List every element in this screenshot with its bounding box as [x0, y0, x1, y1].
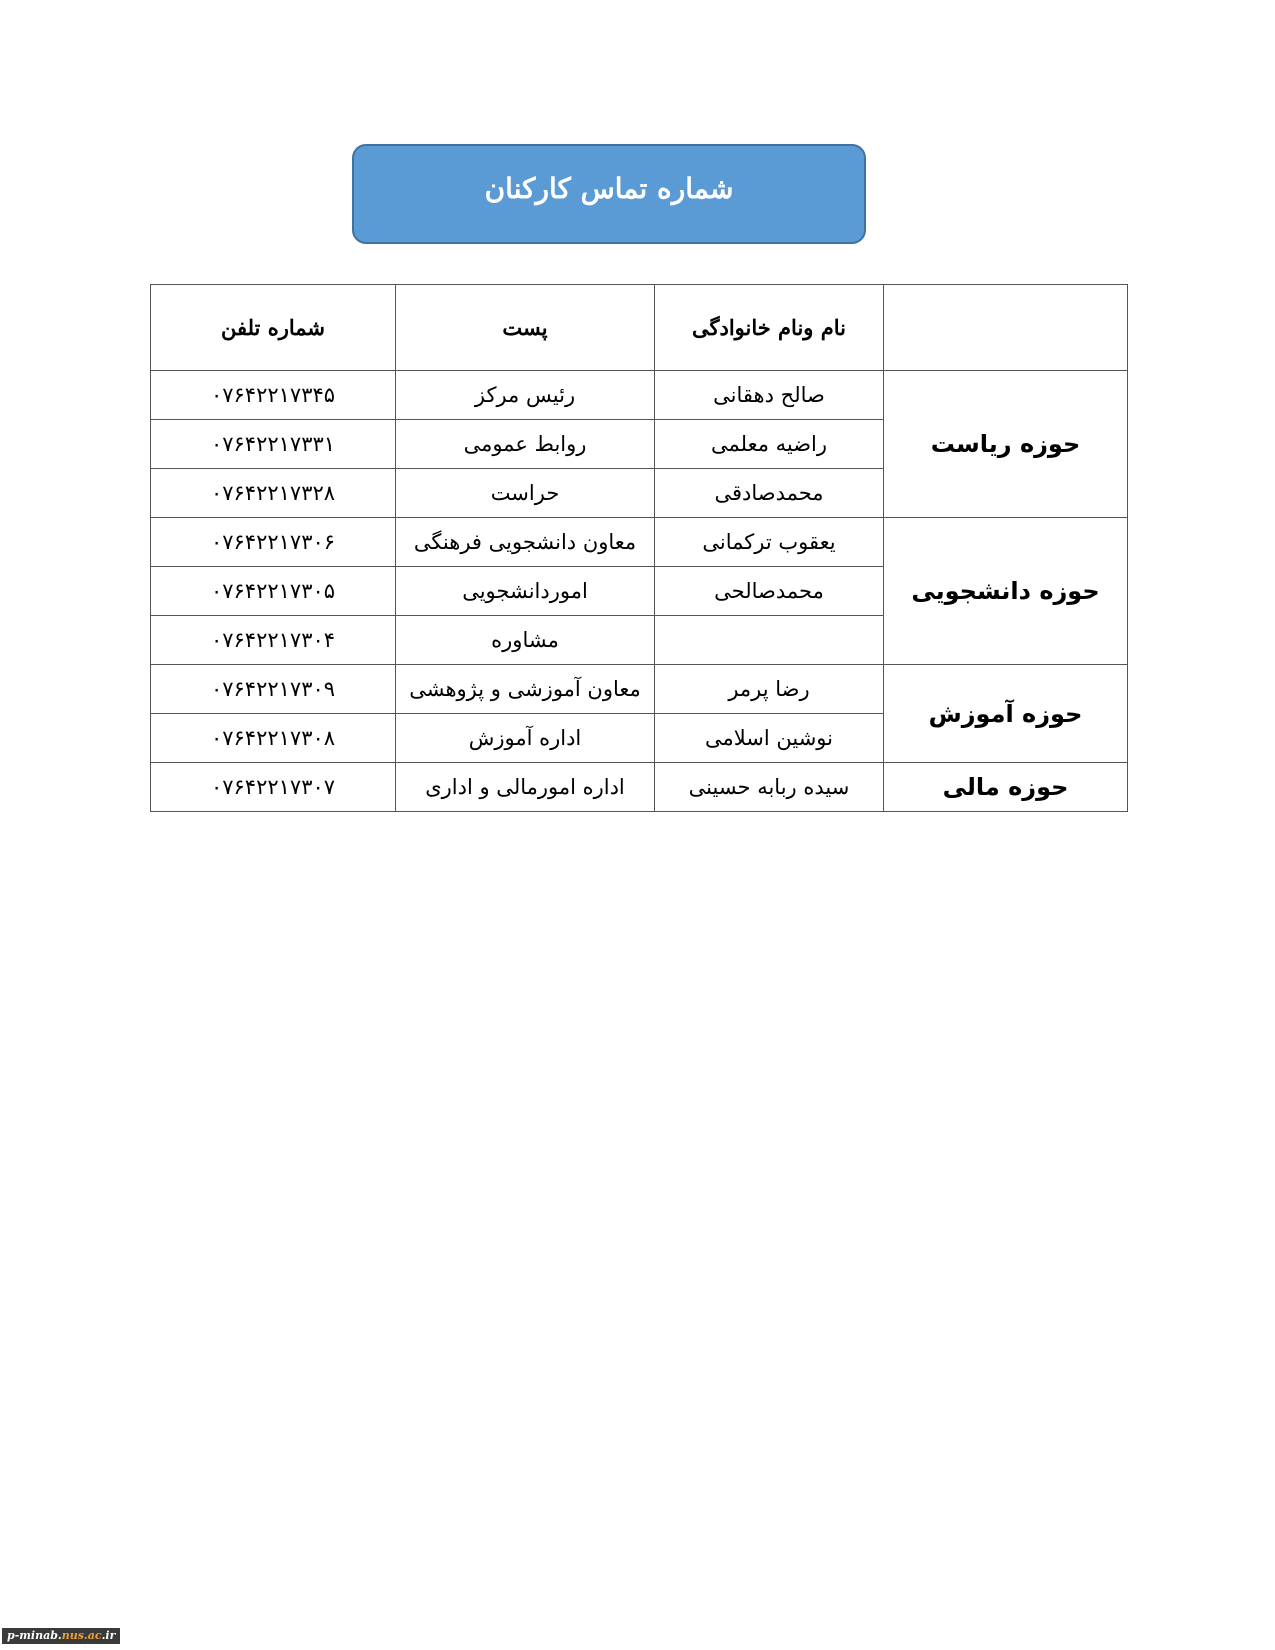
- phone-cell: ۰۷۶۴۲۲۱۷۳۲۸: [151, 469, 396, 518]
- phone-cell: ۰۷۶۴۲۲۱۷۳۳۱: [151, 420, 396, 469]
- name-cell: نوشین اسلامی: [655, 714, 884, 763]
- phone-cell: ۰۷۶۴۲۲۱۷۳۴۵: [151, 371, 396, 420]
- header-name: نام ونام خانوادگی: [655, 285, 884, 371]
- position-cell: مشاوره: [396, 616, 655, 665]
- table-row: [151, 665, 1128, 714]
- table-row: [151, 518, 1128, 567]
- position-cell: معاون آموزشی و پژوهشی: [396, 665, 655, 714]
- header-row: [151, 285, 1128, 371]
- phone-cell: ۰۷۶۴۲۲۱۷۳۰۹: [151, 665, 396, 714]
- name-cell: [655, 616, 884, 665]
- position-cell: حراست: [396, 469, 655, 518]
- section-cell: حوزه آموزش: [884, 665, 1128, 763]
- position-cell: معاون دانشجویی فرهنگی: [396, 518, 655, 567]
- watermark-part-left: p-minab.: [7, 1629, 62, 1642]
- watermark-part-middle: nus.ac: [61, 1629, 102, 1642]
- name-cell: راضیه معلمی: [655, 420, 884, 469]
- header-section: [884, 285, 1128, 371]
- contacts-table: [150, 284, 1128, 812]
- position-cell: رئیس مرکز: [396, 371, 655, 420]
- table-row: [151, 371, 1128, 420]
- position-cell: اموردانشجویی: [396, 567, 655, 616]
- phone-cell: ۰۷۶۴۲۲۱۷۳۰۵: [151, 567, 396, 616]
- name-cell: صالح دهقانی: [655, 371, 884, 420]
- page-title: شماره تماس کارکنان: [484, 171, 734, 205]
- name-cell: محمدصالحی: [655, 567, 884, 616]
- phone-cell: ۰۷۶۴۲۲۱۷۳۰۷: [151, 763, 396, 812]
- section-cell: حوزه ریاست: [884, 371, 1128, 518]
- name-cell: یعقوب ترکمانی: [655, 518, 884, 567]
- phone-cell: ۰۷۶۴۲۲۱۷۳۰۴: [151, 616, 396, 665]
- name-cell: محمدصادقی: [655, 469, 884, 518]
- section-cell: حوزه مالی: [884, 763, 1128, 812]
- header-phone: شماره تلفن: [151, 285, 396, 371]
- site-watermark: [2, 1628, 120, 1644]
- section-cell: حوزه دانشجویی: [884, 518, 1128, 665]
- header-position: پست: [396, 285, 655, 371]
- table-row: [151, 763, 1128, 812]
- phone-cell: ۰۷۶۴۲۲۱۷۳۰۸: [151, 714, 396, 763]
- name-cell: سیده ربابه حسینی: [655, 763, 884, 812]
- name-cell: رضا پرمر: [655, 665, 884, 714]
- position-cell: روابط عمومی: [396, 420, 655, 469]
- position-cell: اداره آموزش: [396, 714, 655, 763]
- watermark-part-right: .ir: [101, 1629, 116, 1642]
- phone-cell: ۰۷۶۴۲۲۱۷۳۰۶: [151, 518, 396, 567]
- title-banner: [352, 144, 866, 244]
- position-cell: اداره امورمالی و اداری: [396, 763, 655, 812]
